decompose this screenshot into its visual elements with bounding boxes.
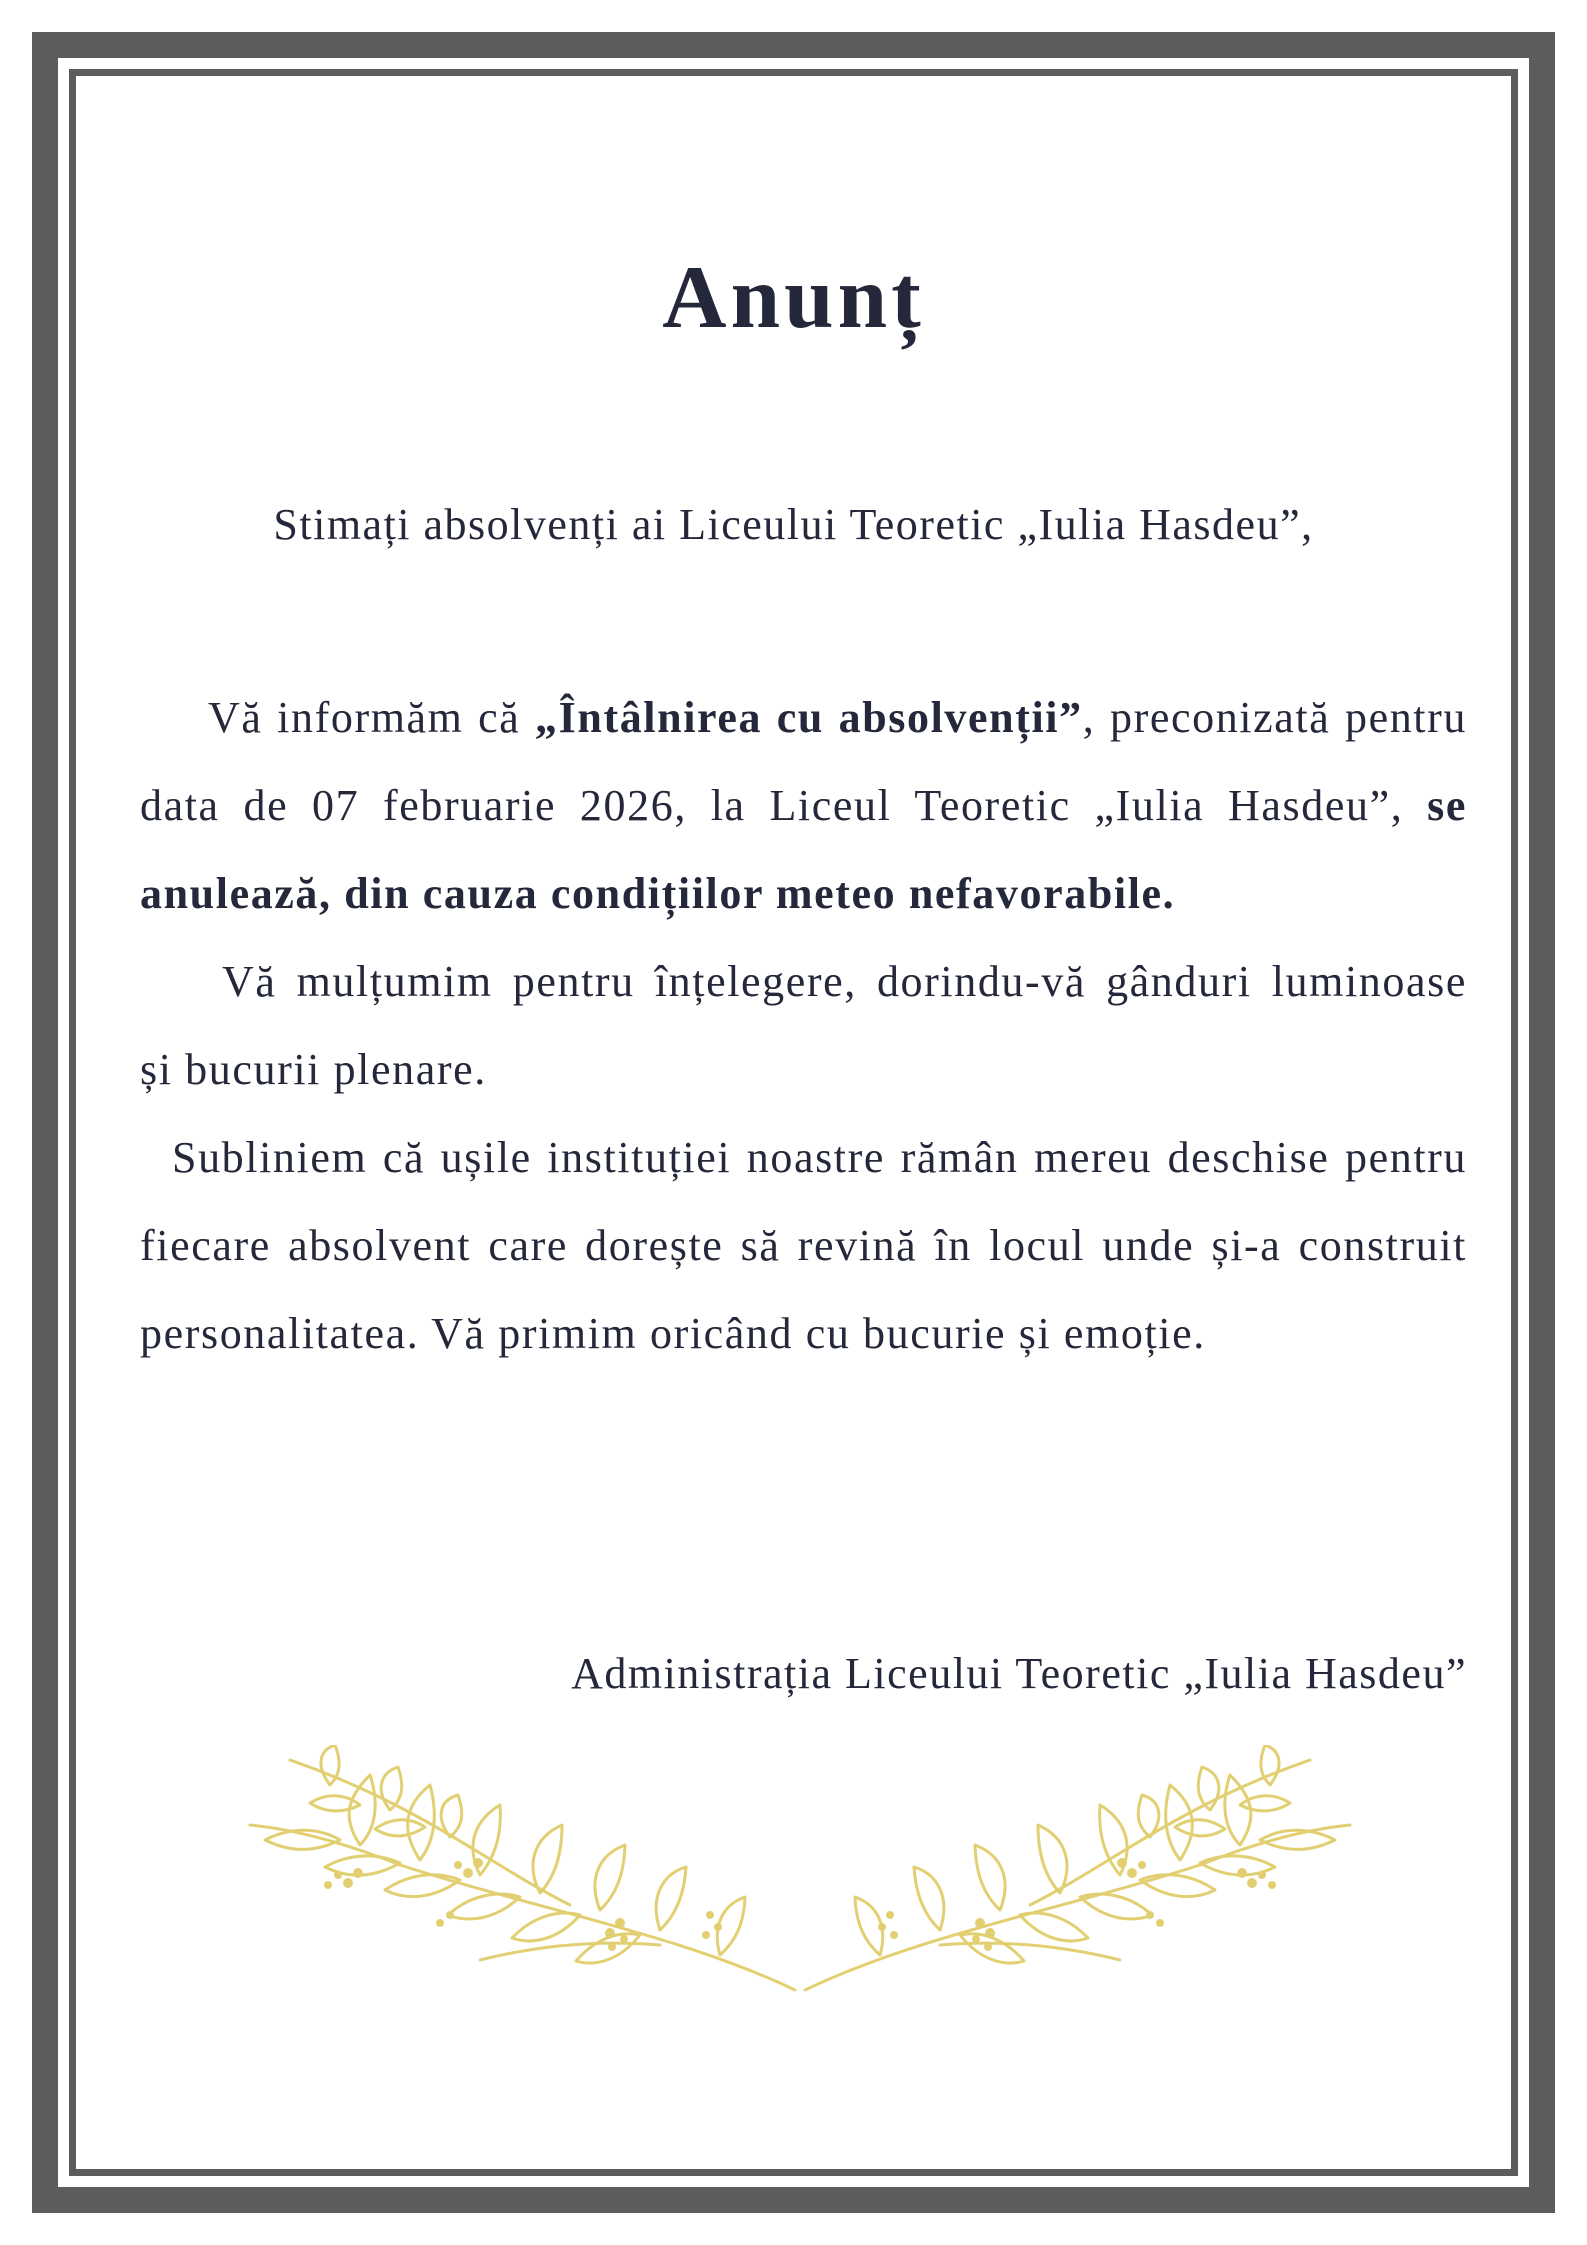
paragraph-cancellation-details: , preconizată pentru data de 07 februarie 2026, la Liceul Teoretic „Iulia Hasdeu”, [140,693,1467,830]
laurel-left-twig-lower [480,1943,660,1960]
laurel-left-stem [250,1825,795,1990]
cancellation-notice: se anulează, din cauza condițiilor meteo nefavorabile. [140,781,1467,918]
event-name: „Întâlnirea cu absolvenții” [535,693,1083,742]
page-title: Anunț [662,249,925,347]
paragraph-cancellation-intro: Vă informăm că [208,693,536,742]
greeting-line: Stimați absolvenți ai Liceului Teoretic „Iulia Hasdeu”, [273,500,1314,549]
paragraph-thanks: Vă mulțumim pentru înțelegere, dorindu-vă gânduri luminoase și bucurii plenare. [140,957,1467,1094]
paragraph-cancellation [140,674,1467,938]
laurel-right-stem [805,1825,1350,1990]
announcement-body [140,674,1467,1378]
paragraph-welcome: Subliniem că ușile instituției noastre rămân mereu deschise pentru fiecare absolvent care dorește să revină în locul unde și-a construit personalitatea. Vă primim oricând cu bucurie și emoție. [140,1133,1467,1358]
laurel-icon [240,1745,1360,2005]
laurel-right-twig-lower [940,1943,1120,1960]
signature-line: Administrația Liceului Teoretic „Iulia Hasdeu” [571,1649,1467,1698]
